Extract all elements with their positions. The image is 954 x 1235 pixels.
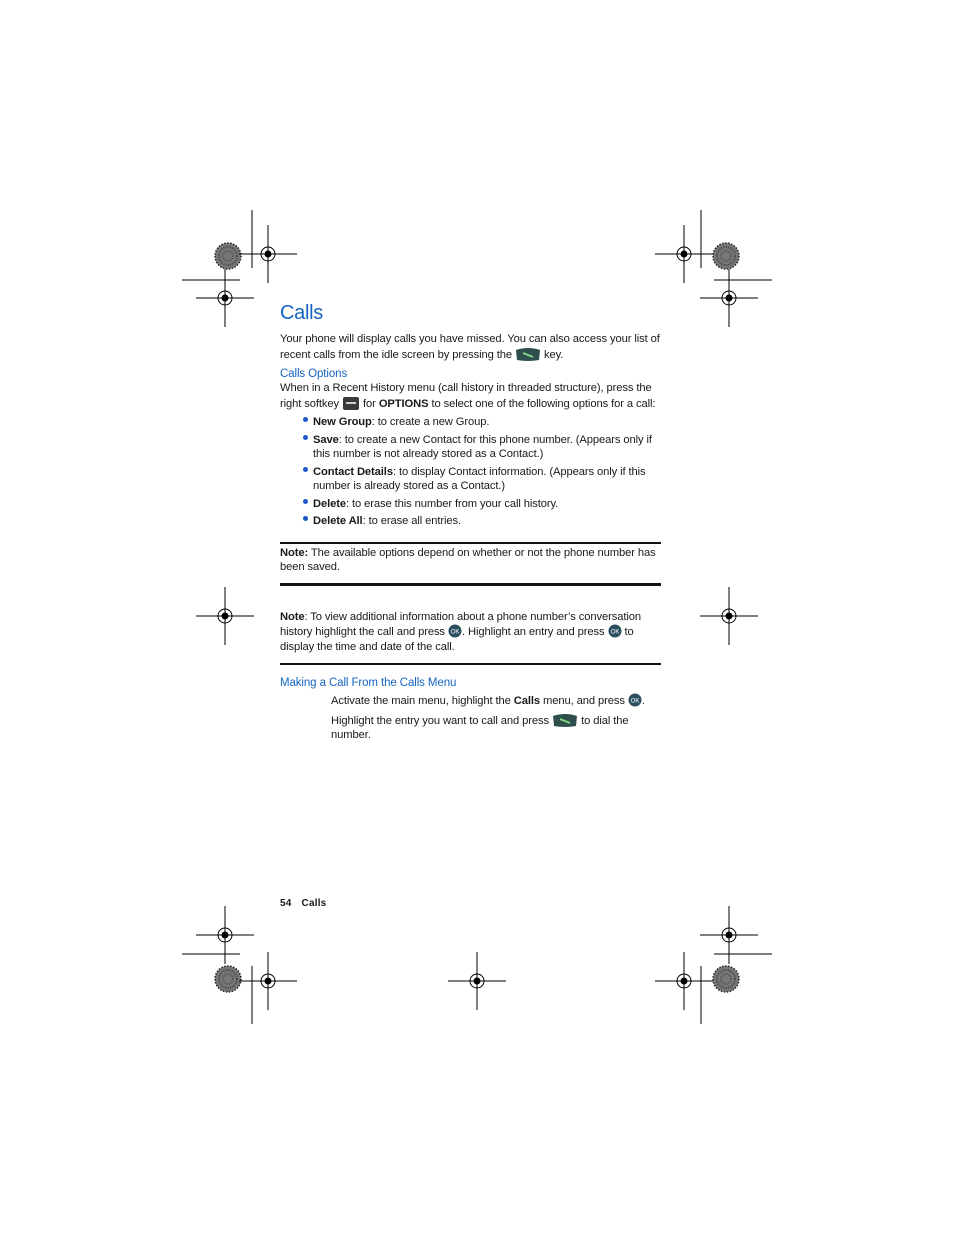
ok-key-icon	[608, 624, 622, 638]
svg-text:OK: OK	[450, 629, 460, 636]
right-softkey-icon	[342, 396, 360, 411]
page-number: 54	[280, 898, 292, 909]
ok-key-icon	[628, 693, 642, 707]
note-options: Note: The available options depend on whether or not the phone number has been saved.	[280, 546, 656, 573]
step-2: Highlight the entry you want to call and press to dial the number.	[331, 714, 629, 741]
calls-options-heading: Calls Options	[280, 368, 348, 380]
send-key-icon	[552, 713, 578, 728]
list-item: Delete All: to erase all entries.	[280, 514, 662, 529]
step-1: Activate the main menu, highlight the Calls menu, and press OK .	[331, 695, 645, 707]
options-intro: When in a Recent History menu (call history in threaded structure), press the right softkey for OPTIONS to select one of the following options for a call:	[280, 382, 656, 410]
list-item: Contact Details: to display Contact information. (Appears only if this number is already stored as a Contact.)	[280, 465, 662, 494]
svg-text:OK: OK	[630, 698, 640, 705]
note-history: Note: To view additional information about a phone number’s conversation history highlight the call and press OK . Highlight an entry and press OK to display the time and date of the call.	[280, 610, 641, 653]
divider	[280, 542, 661, 544]
list-item: Delete: to erase this number from your call history.	[280, 497, 662, 512]
footer-section: Calls	[301, 898, 327, 909]
options-list	[280, 415, 662, 529]
ok-key-icon	[448, 624, 462, 638]
page-content	[280, 300, 662, 743]
divider	[280, 583, 661, 586]
divider	[280, 663, 661, 665]
making-call-heading: Making a Call From the Calls Menu	[280, 677, 457, 689]
list-item: Save: to create a new Contact for this phone number. (Appears only if this number is not already stored as a Contact.)	[280, 433, 662, 462]
page-title: Calls	[280, 302, 323, 324]
svg-text:OK: OK	[610, 629, 619, 636]
intro-paragraph: Your phone will display calls you have missed. You can also access your list of recent calls from the idle screen by pressing the key.	[280, 333, 660, 361]
list-item: New Group: to create a new Group.	[280, 415, 662, 430]
steps	[280, 693, 662, 743]
send-key-icon	[515, 347, 541, 362]
page-footer	[280, 898, 336, 909]
